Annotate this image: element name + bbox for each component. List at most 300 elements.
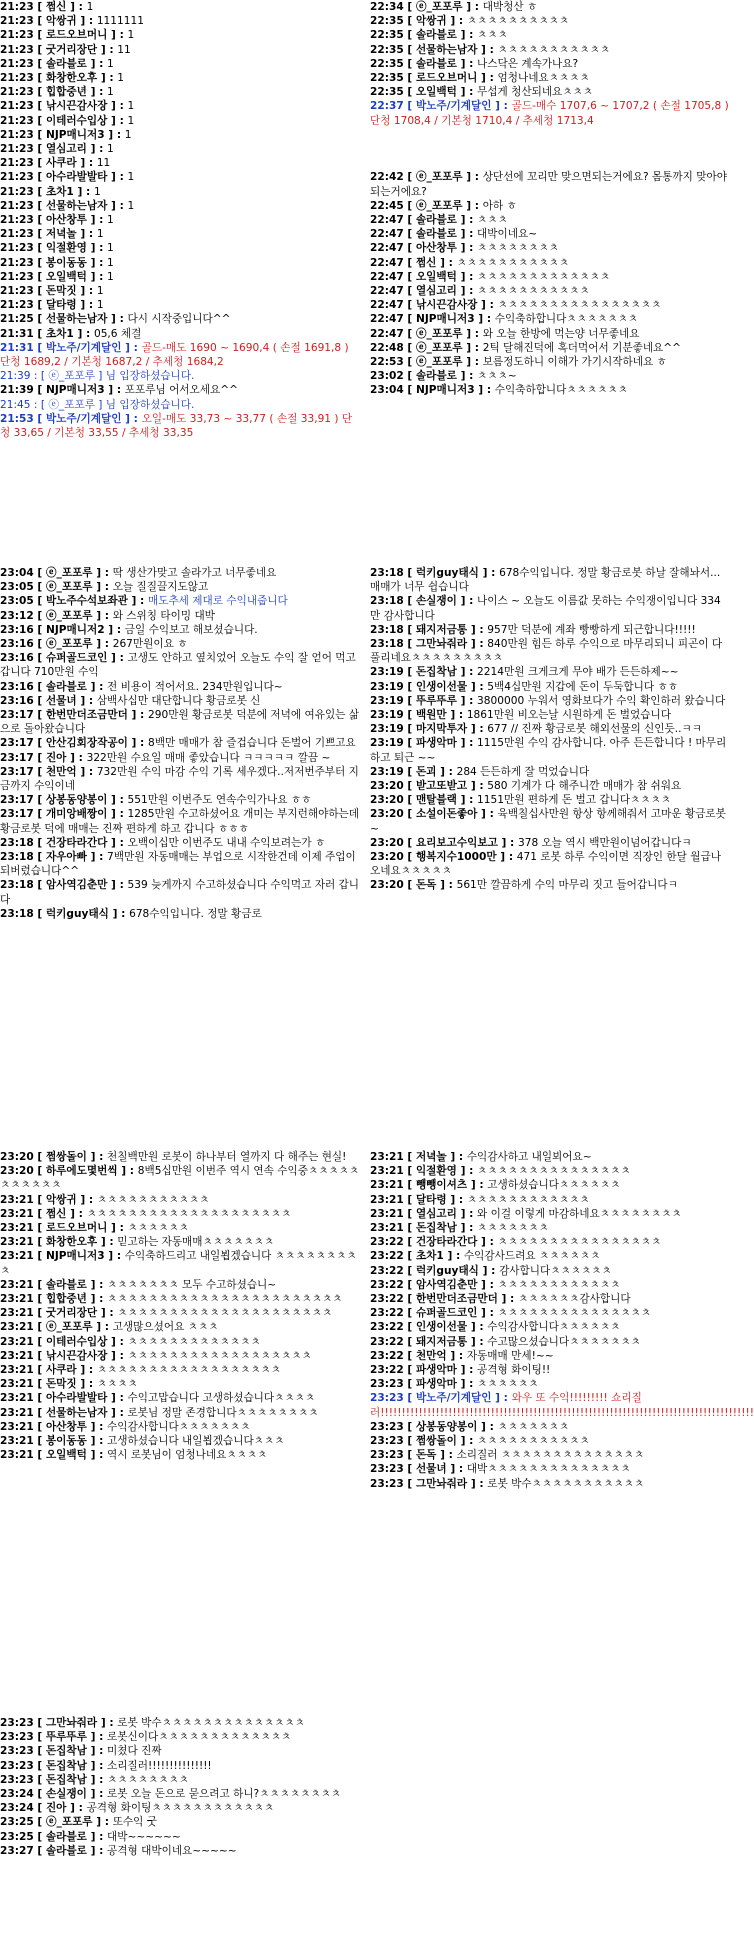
chat-message	[370, 199, 730, 213]
nickname[interactable]: 선물하는남자	[45, 313, 108, 326]
bracket: [	[403, 228, 416, 241]
chat-message	[0, 1406, 360, 1420]
bracket: ] :	[86, 270, 108, 283]
message-time: 23:22	[370, 1278, 404, 1291]
bracket: ] :	[456, 370, 478, 383]
message-text: 대박이네요~	[477, 228, 538, 241]
nickname[interactable]: 진아	[45, 751, 67, 764]
message-time: 23:21	[370, 1151, 404, 1163]
nickname[interactable]: 악쌍귀	[415, 15, 447, 28]
nickname[interactable]: 럭키guy태식	[415, 567, 479, 579]
spacer	[370, 128, 730, 171]
message-text: 무섭게 청산되네요ㅊㅊㅊ	[477, 86, 593, 99]
message-time: 23:22	[370, 1264, 404, 1277]
chat-message	[0, 0, 360, 14]
nickname[interactable]: 낚시끈감사장	[415, 299, 478, 312]
bracket: ] :	[107, 879, 128, 892]
message-text: 1285만원 수고하셨어요 개미는 부지런해야하는데 황금로봇 덕에 매매는 진짜 편하게 하고 갑니다 ㅎㅎㅎ	[0, 808, 363, 835]
nickname[interactable]: 뚜루뚜루	[415, 694, 457, 707]
nickname[interactable]: 돈집착남	[415, 666, 457, 679]
nickname[interactable]: NJP매니저2	[45, 623, 105, 636]
bracket: ] :	[467, 623, 488, 636]
bracket: ] :	[73, 327, 94, 340]
message-time: 22:37	[370, 100, 404, 113]
message-text: 678수익입니다. 정말 황금로	[129, 907, 262, 920]
bracket: ] :	[462, 171, 483, 184]
nickname[interactable]: 돈독	[415, 1449, 437, 1462]
bracket: [	[403, 780, 416, 793]
nickname[interactable]: NJP매니저3	[45, 384, 105, 397]
nickname[interactable]: 손실쟁이	[45, 1788, 87, 1801]
nickname[interactable]: 박노주/기계달인	[45, 341, 122, 354]
chat-message	[0, 1193, 360, 1207]
nickname[interactable]: 아산창투	[415, 242, 457, 255]
nickname[interactable]: ⓔ_포포루	[45, 638, 93, 651]
bracket: [	[403, 1392, 416, 1405]
message-text: ㅊㅊㅊ	[477, 29, 508, 42]
nickname[interactable]: 초차1	[415, 1250, 444, 1263]
bracket: ] :	[66, 751, 87, 764]
bracket: [	[33, 1321, 46, 1334]
nickname[interactable]: 뚜루뚜루	[45, 1731, 87, 1744]
message-text: 대박청산 ㅎ	[482, 1, 538, 13]
bracket: [	[33, 214, 46, 227]
bracket: ] :	[76, 765, 97, 778]
message-text: 1	[127, 171, 135, 184]
nickname[interactable]: ⓔ_포포루	[45, 1816, 93, 1829]
nickname[interactable]: 오일백턱	[415, 86, 457, 99]
bracket: [	[33, 808, 46, 821]
nickname[interactable]: 솔라블로	[415, 214, 457, 227]
bracket: ] :	[107, 652, 128, 665]
message-time: 21:23	[0, 157, 34, 170]
bracket: [	[33, 907, 46, 920]
bracket: [	[33, 794, 46, 807]
bracket: ] :	[76, 1364, 97, 1377]
nickname[interactable]: 열심고리	[415, 285, 457, 298]
chat-message	[370, 1349, 730, 1363]
chat-message	[0, 213, 360, 227]
bracket: ] :	[467, 780, 488, 793]
message-time: 23:21	[0, 1222, 34, 1235]
bracket: [	[33, 1449, 46, 1462]
chat-message	[0, 142, 360, 156]
bracket: [	[33, 1830, 46, 1843]
bracket: [	[33, 327, 46, 340]
message-text: 8백5십만원 이번주 역시 연속 수익중ㅊㅊㅊㅊㅊㅊㅊㅊㅊㅊㅊ	[0, 1165, 360, 1192]
bracket: ] :	[456, 595, 478, 608]
message-text: 290만원 황금로봇 덕분에 저녁에 여유있는 삶으로 돌아왔습니다	[0, 709, 360, 736]
nickname[interactable]: ⓔ_포포루	[415, 341, 463, 354]
nickname[interactable]: 달타령	[415, 1193, 447, 1206]
nickname[interactable]: ⓔ_포포루	[415, 171, 463, 184]
message-text: 육백칠십사만원 항상 항께해줘서 고마운 황금로봇~	[370, 808, 726, 835]
nickname[interactable]: 화창한오후	[45, 72, 98, 85]
bracket: ] :	[107, 1406, 128, 1419]
bracket: ] :	[477, 43, 498, 56]
nickname[interactable]: 익절환영	[415, 1165, 457, 1178]
message-time: 22:35	[370, 72, 404, 85]
nickname[interactable]: 익절환영	[45, 242, 87, 255]
message-text: ㅊㅊㅊㅊㅊㅊㅊ	[497, 1420, 570, 1433]
nickname[interactable]: 쩜쌍돌이	[45, 1151, 87, 1163]
nickname[interactable]: 로드오브머니	[45, 1222, 108, 1235]
nickname[interactable]: 행복지수1000만	[415, 851, 497, 864]
chat-message	[370, 1178, 730, 1192]
message-time: 21:23	[0, 299, 34, 312]
nickname[interactable]: 열심고리	[415, 1207, 457, 1220]
nickname[interactable]: 상봉동양봉이	[415, 1420, 478, 1433]
nickname[interactable]: 박노주/기계달인	[45, 412, 122, 425]
message-text: 대박ㅊㅊㅊㅊㅊㅊㅊㅊㅊㅊㅊㅊㅊㅊ	[466, 1463, 631, 1476]
nickname[interactable]: ⓔ_포포루	[415, 1, 463, 13]
nickname[interactable]: 하루에도몇번씩	[45, 1165, 118, 1178]
chat-message	[0, 751, 360, 765]
nickname[interactable]: ⓔ_포포루	[45, 567, 93, 579]
nickname[interactable]: ⓔ_포포루	[415, 356, 463, 369]
nickname[interactable]: 힙합중년	[45, 1293, 87, 1306]
message-time: 23:21	[0, 1349, 34, 1362]
chat-message	[0, 28, 360, 42]
message-time: 22:35	[370, 43, 404, 56]
nickname[interactable]: 돈막짓	[45, 1378, 77, 1391]
nickname[interactable]: 돈독	[415, 879, 437, 892]
nickname[interactable]: NJP매니저3	[415, 384, 475, 397]
nickname[interactable]: 선물녀	[415, 1463, 447, 1476]
nickname[interactable]: 초차1	[45, 185, 74, 198]
nickname[interactable]: 자우아빠	[45, 851, 87, 864]
nickname[interactable]: 슈퍼골드코인	[415, 1307, 478, 1320]
message-text: 수익축하합니다ㅊㅊㅊㅊㅊㅊ	[494, 384, 628, 397]
nickname[interactable]: 오일백턱	[415, 270, 457, 283]
chat-message	[370, 1193, 730, 1207]
nickname[interactable]: 돈집착남	[45, 1745, 87, 1758]
message-time: 22:47	[370, 327, 404, 340]
nickname[interactable]: ⓔ_포포루	[45, 1321, 93, 1334]
nickname[interactable]: 상봉동양봉이	[45, 794, 108, 807]
system-message	[0, 369, 360, 383]
nickname[interactable]: 건장타라간다	[415, 1236, 478, 1249]
bracket: ] :	[456, 57, 478, 70]
nickname[interactable]: 쩜신	[45, 1207, 67, 1220]
nickname[interactable]: ⓔ_포포루	[415, 199, 463, 212]
chat-message	[0, 298, 360, 312]
chat-message	[0, 765, 360, 793]
nickname[interactable]: 럭키guy태식	[45, 907, 109, 920]
nickname[interactable]: 뺑뺑이셔츠	[415, 1179, 468, 1192]
message-time: 23:04	[0, 567, 34, 579]
nickname[interactable]: NJP매니저3	[415, 313, 475, 326]
message-text: 와 스위칭 타이밍 대박	[112, 609, 215, 622]
nickname[interactable]: 로드오브머니	[45, 29, 108, 42]
message-time: 22:47	[370, 214, 404, 227]
bracket: [	[403, 72, 416, 85]
message-time: 23:21	[0, 1335, 34, 1348]
nickname[interactable]: 이테러수입상	[45, 114, 108, 127]
chat-message	[0, 156, 360, 170]
message-text: 오일-매도 33,73 ~ 33,77 ( 손절 33,91 ) 단청 33,65 / 기본청 33,55 / 추세청 33,35	[0, 412, 353, 440]
nickname[interactable]: 개미앙배짱이	[45, 808, 108, 821]
bracket: [	[33, 171, 46, 184]
nickname[interactable]: 솔라블로	[45, 1278, 87, 1291]
nickname[interactable]: 그만놔줘라	[415, 638, 468, 651]
nickname[interactable]: 솔라블로	[45, 680, 87, 693]
chat-message	[0, 1335, 360, 1349]
bracket: ] :	[107, 808, 128, 821]
bracket: ] :	[456, 228, 478, 241]
nickname[interactable]: 아수라발발타	[45, 171, 108, 184]
nickname[interactable]: 아수라발발타	[45, 1392, 108, 1405]
bracket: [	[33, 1378, 46, 1391]
nickname[interactable]: 화창한오후	[45, 1236, 98, 1249]
message-time: 23:23	[370, 1449, 404, 1462]
bracket: [	[33, 341, 46, 354]
bracket: ] :	[76, 228, 97, 241]
bracket: [	[33, 1435, 46, 1448]
chat-message	[0, 907, 360, 921]
message-text: 고생도 안하고 옆치었어 오늘도 수익 잘 얻어 먹고 갑니다 710만원 수익	[0, 652, 360, 679]
message-time: 21:53	[0, 412, 34, 425]
message-text: 1	[127, 29, 135, 42]
bracket: ] :	[436, 256, 457, 269]
nickname[interactable]: 인생이선물	[415, 1321, 468, 1334]
bracket: [	[403, 313, 416, 326]
bracket: ] :	[76, 285, 97, 298]
bracket: [	[403, 1307, 416, 1320]
message-time: 21:23	[0, 29, 34, 42]
nickname[interactable]: 솔라블로	[415, 228, 457, 241]
message-time: 23:23	[370, 1463, 404, 1476]
nickname[interactable]: 열심고리	[45, 143, 87, 156]
chat-message	[0, 1773, 360, 1787]
nickname[interactable]: 돈집착남	[45, 1773, 87, 1786]
nickname[interactable]: 아산창투	[45, 1420, 87, 1433]
message-text: ㅊㅊㅊㅊㅊㅊㅊㅊ	[477, 242, 559, 255]
bracket: ] :	[443, 1250, 464, 1263]
nickname[interactable]: 소설이돈좋아	[415, 808, 478, 821]
nickname[interactable]: 아산창투	[45, 214, 87, 227]
nickname[interactable]: 오일백턱	[45, 270, 87, 283]
nickname[interactable]: 악쌍귀	[45, 15, 77, 28]
nickname[interactable]: 힙합중년	[45, 86, 87, 99]
message-text: 고생많으셨어요 ㅊㅊㅊ	[112, 1321, 219, 1334]
message-time: 23:18	[370, 567, 404, 579]
nickname[interactable]: 받고또받고	[415, 780, 468, 793]
nickname[interactable]: 그만놔줘라	[415, 1477, 468, 1490]
bracket: [	[33, 128, 46, 141]
bracket: [	[33, 836, 46, 849]
nickname[interactable]: 한번만더조금만더	[45, 709, 128, 722]
nickname[interactable]: 쩜신	[415, 256, 437, 269]
bracket: ] :	[86, 214, 108, 227]
nickname[interactable]: 쩜신	[45, 1, 67, 13]
bracket: ] :	[92, 638, 113, 651]
nickname[interactable]: 솔라블로	[415, 370, 457, 383]
nickname[interactable]: 요리보고수익보고	[415, 836, 498, 849]
nickname[interactable]: 솔라블로	[45, 1844, 87, 1857]
nickname[interactable]: 럭키guy태식	[415, 1264, 479, 1277]
bracket: ] :	[436, 1449, 457, 1462]
nickname[interactable]: ⓔ_포포루	[45, 609, 93, 622]
bracket: [	[403, 595, 416, 608]
bracket: [	[403, 370, 416, 383]
message-text: ㅊㅊㅊㅊㅊㅊㅊㅊㅊㅊㅊㅊㅊ	[477, 270, 611, 283]
chat-message	[0, 1801, 360, 1815]
nickname[interactable]: 솔라블로	[45, 57, 87, 70]
nickname[interactable]: 달타령	[45, 299, 77, 312]
message-text: 7백만원 자동매매는 부업으로 시작한건데 이제 주업이 되버렸습니다^^	[0, 851, 360, 878]
nickname[interactable]: 솔라블로	[415, 57, 457, 70]
nickname[interactable]: 선물하는남자	[45, 199, 108, 212]
nickname[interactable]: 솔라블로	[415, 29, 457, 42]
nickname[interactable]: 파생악마	[415, 737, 457, 750]
bracket: ] :	[467, 1477, 488, 1490]
bracket: ] :	[107, 313, 128, 326]
bracket: ] :	[92, 1816, 113, 1829]
bracket: ] :	[107, 171, 128, 184]
nickname[interactable]: 맨탈블랙	[415, 794, 457, 807]
bracket: [	[33, 1844, 46, 1857]
bracket: ] :	[462, 1, 483, 13]
nickname[interactable]: 손실쟁이	[415, 595, 457, 608]
bracket: [	[33, 384, 46, 397]
message-text: 역시 로봇님이 엄청나네요ㅊㅊㅊㅊ	[107, 1449, 268, 1462]
nickname[interactable]: 진아	[45, 1802, 67, 1815]
bracket: ] :	[86, 1278, 108, 1291]
nickname[interactable]: 천만억	[45, 765, 77, 778]
message-time: 21:23	[0, 114, 34, 127]
nickname[interactable]: NJP매니저3	[45, 1250, 105, 1263]
message-text: ㅊㅊㅊㅊㅊㅊㅊ 모두 수고하셨습니~	[107, 1278, 277, 1291]
nickname[interactable]: 마지막투자	[415, 723, 468, 736]
nickname[interactable]: 파생악마	[415, 1364, 457, 1377]
message-text: ㅊㅊㅊㅊㅊㅊㅊㅊㅊㅊㅊㅊㅊㅊㅊ	[497, 1307, 652, 1320]
message-time: 23:23	[0, 1717, 34, 1729]
message-text: ㅊㅊㅊㅊㅊㅊㅊㅊㅊㅊㅊㅊㅊㅊㅊㅊㅊㅊㅊㅊㅊㅊㅊ	[107, 1293, 343, 1306]
nickname[interactable]: 낚시끈감사장	[45, 1349, 108, 1362]
nickname[interactable]: 솔라블로	[45, 1830, 87, 1843]
nickname[interactable]: 박노주/기계달인	[415, 100, 492, 113]
bracket: ] :	[467, 1335, 488, 1348]
nickname[interactable]: 사쿠라	[45, 157, 77, 170]
chat-message	[370, 284, 730, 298]
nickname[interactable]: 굿거리장단	[45, 1307, 98, 1320]
nickname[interactable]: 사쿠라	[45, 1364, 77, 1377]
nickname[interactable]: 봉이동동	[45, 1435, 87, 1448]
bracket: [	[403, 341, 416, 354]
chat-message	[0, 99, 360, 113]
message-time: 21:23	[0, 285, 34, 298]
nickname[interactable]: 선물하는남자	[415, 43, 478, 56]
message-time: 22:47	[370, 270, 404, 283]
nickname[interactable]: 천만억	[415, 1349, 447, 1362]
bracket: [	[33, 595, 46, 608]
bracket: [	[33, 228, 46, 241]
chat-message	[0, 1730, 360, 1744]
nickname[interactable]: 봉이동동	[45, 256, 87, 269]
nickname[interactable]: 돈괴	[415, 765, 437, 778]
nickname[interactable]: 박노주수석보좌관	[45, 595, 128, 608]
message-text: 수고많으셨습니다ㅊㅊㅊㅊㅊㅊㅊ	[487, 1335, 641, 1348]
bracket: ] :	[462, 341, 483, 354]
nickname[interactable]: 돼지저금통	[415, 1335, 468, 1348]
nickname[interactable]: 파생악마	[415, 1378, 457, 1391]
nickname[interactable]: 선물하는남자	[45, 1406, 108, 1419]
bracket: ] :	[97, 1307, 118, 1320]
bracket: ] :	[474, 384, 495, 397]
message-time: 23:21	[0, 1236, 34, 1249]
nickname[interactable]: 악쌍귀	[45, 1193, 77, 1206]
nickname[interactable]: 저녁놀	[45, 228, 77, 241]
nickname[interactable]: 건장타라간다	[45, 836, 108, 849]
message-text: 1	[107, 256, 114, 269]
message-text: ㅊㅊㅊㅊㅊㅊㅊㅊㅊㅊㅊㅊㅊ	[127, 1335, 261, 1348]
bracket: [	[33, 412, 46, 425]
bracket: [	[403, 1236, 416, 1249]
nickname[interactable]: ⓔ_포포루	[415, 327, 463, 340]
nickname[interactable]: 이테러수입상	[45, 1335, 108, 1348]
nickname[interactable]: 백원만	[415, 709, 447, 722]
nickname[interactable]: 초차1	[45, 327, 74, 340]
message-text: ㅊㅊㅊㅊㅊㅊㅊㅊㅊㅊㅊ	[477, 285, 590, 298]
nickname[interactable]: 슈퍼골드코인	[45, 652, 108, 665]
nickname[interactable]: 안산김회장작공이	[45, 737, 128, 750]
bracket: ] :	[477, 1278, 498, 1291]
nickname[interactable]: 박노주/기계달인	[415, 1392, 492, 1405]
nickname[interactable]: 인생이선물	[415, 680, 468, 693]
bracket: [	[33, 1307, 46, 1320]
nickname[interactable]: 그만놔줘라	[45, 1717, 98, 1729]
nickname[interactable]: 쩜쌍돌이	[415, 1435, 457, 1448]
nickname[interactable]: 돼지저금통	[415, 623, 468, 636]
nickname[interactable]: 암사역김춘만	[45, 879, 108, 892]
chat-message	[370, 0, 730, 14]
message-text: 580 기계가 다 해주니깐 매매가 참 쉬워요	[487, 780, 682, 793]
nickname[interactable]: 낚시끈감사장	[45, 100, 108, 113]
nickname[interactable]: 오일백턱	[45, 1449, 87, 1462]
message-time: 22:35	[370, 15, 404, 28]
message-text: ㅊㅊㅊㅊㅊㅊㅊㅊㅊㅊㅊㅊㅊㅊㅊㅊㅊㅊㅊㅊㅊ	[117, 1307, 333, 1320]
message-text: 미쳤다 진짜	[107, 1745, 162, 1758]
chat-message	[370, 878, 730, 892]
message-time: 22:53	[370, 356, 404, 369]
nickname[interactable]: 암사역김춘만	[415, 1278, 478, 1291]
bracket: ] :	[107, 794, 128, 807]
chat-message	[370, 722, 730, 736]
message-time: 21:23	[0, 171, 34, 184]
nickname[interactable]: 로드오브머니	[415, 72, 478, 85]
nickname[interactable]: NJP매니저3	[45, 128, 105, 141]
nickname[interactable]: 돈집착남	[45, 1759, 87, 1772]
message-text: ㅊㅊㅊㅊㅊㅊㅊㅊㅊㅊㅊㅊㅊㅊㅊ	[477, 1165, 631, 1178]
nickname[interactable]: ⓔ_포포루	[45, 581, 93, 594]
nickname[interactable]: 돈집착남	[415, 1222, 457, 1235]
bracket: [	[403, 851, 416, 864]
nickname[interactable]: 선물녀	[45, 694, 77, 707]
bracket: [	[403, 15, 416, 28]
chat-message	[0, 185, 360, 199]
bracket: [	[403, 1364, 416, 1377]
nickname[interactable]: 돈막짓	[45, 285, 77, 298]
message-time: 23:23	[370, 1392, 404, 1405]
nickname[interactable]: 저녁놀	[415, 1151, 447, 1163]
message-time: 23:21	[0, 1435, 34, 1448]
nickname[interactable]: 굿거리장단	[45, 43, 98, 56]
bracket: [	[33, 1773, 46, 1786]
message-text: 매도추세 제대로 수익내줍니다	[147, 595, 288, 608]
message-text: 2틱 달해진덕에 혹더먹어서 기분좋네요^^	[482, 341, 682, 354]
nickname[interactable]: 한번만더조금만더	[415, 1293, 498, 1306]
